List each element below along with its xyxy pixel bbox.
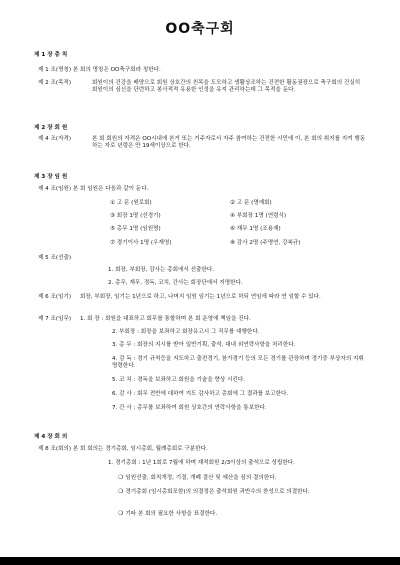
duty-item: 1. 회 장 : 회원을 대표하고 회무를 통할하며 본 회 운영에 책임을 진다. [80,316,251,322]
duty-item: 2. 부회장 : 회장을 보좌하고 회장유고시 그 직무를 대행한다. [112,329,260,335]
duty-item: 4. 감 독 : 경기 규칙등을 지도하고 출전경기, 참가경기 등의 모든 경기를 관장하며 경기중 부상자의 지휘 명령한다. [112,356,364,370]
officer-role: ① 고 문 (원로회) [110,200,152,206]
officer-role: ⑤ 총무 1명 (임원명) [110,226,161,232]
officer-role: ② 고 문 (명예회) [230,200,272,206]
duty-item: 7. 간 사 : 총무를 보좌하여 회원 상호간의 연락사항을 통보한다. [112,405,267,411]
article-8-item: 1. 경기총회 : 1년 1회로 7월에 하며 재적회원 2/3이상의 출석으로 성립한다. [108,460,295,466]
article-8: 제 8 조(회의) 본 회 회의는 경기총회, 임시총회, 월례총회로 구분한다. [38,446,208,452]
duty-item: 5. 코 치 : 경독을 보좌하고 회원을 기술을 향상 시킨다. [112,377,246,383]
duty-item: 6. 감 사 : 회무 전반에 대하여 지도 감사하고 총회에 그 결과를 보고한다. [112,391,289,397]
chapter-4-heading: 제 4 장 회 의 [34,434,68,440]
article-7-label: 제 7 조(임무) [38,316,72,322]
meeting-bullet: ❍ 임원선출, 회칙개정, 기결, 개폐 결산 및 예산을 심의 결의한다. [118,474,276,482]
officer-role: ④ 부회장 1명 (연령식) [230,213,287,219]
officer-role: ⑥ 재무 1명 (조용재) [230,226,281,232]
duty-item: 3. 총 무 : 회장의 지시를 받아 일반기획, 출석, 대내 외연락사항을 처리한다. [112,342,296,348]
article-5-item: 1. 회장, 부회장, 감사는 총회에서 선출한다. [108,267,215,273]
article-6-label: 제 6 조(임기) [38,294,72,300]
meeting-bullet: ❍ 기타 본 회의 필요한 사항을 표결한다. [118,510,217,518]
article-4-text: 본 회 회원의 자격은 OO시내에 본거 또는 거주자로서 자주 참여하는 건전한 시민에 이, 본 회의 취지를 지켜 행동하는 자로 년령은 만 19세이상으로 한다. [92,136,366,150]
article-5-item: 2. 총무, 재무, 경독, 코치, 간사는 회장단에서 지명한다. [108,280,243,286]
bottom-bar [0,557,400,565]
article-6-text: 회장, 부회장, 임기는 1년으로 하고, 나머지 임원 임기는 1년으로 하되 연임에 따라 연 임할 수 있다. [80,294,321,300]
meeting-bullet: ❍ 경기총회 (임시총회포함)의 의결정은 출석회원 과반수의 찬성으로 의결한다. [118,488,368,496]
article-5-label: 제 5 조(선출) [38,255,72,261]
chapter-2-heading: 제 2 장 회 원 [34,125,68,131]
article-2-text: 회원이의 건강을 배양으로 회원 상호간의 친목을 도모하고 생활상조하는 건전한 활동권장으로 축구회의 건실히 회원이의 심신을 단련하고 봉사적적 유용한 인정을 유지 관리하는데 그 목적을 둔다. [92,80,361,94]
article-1: 제 1 조(명칭) 본 회의 명칭은 OO축구회라 칭한다. [38,67,161,73]
chapter-1-heading: 제 1 장 총 칙 [34,52,68,58]
officer-role: ⑦ 경기이사 1명 (우재영) [110,240,172,246]
article-4-label: 제 4 조(자격) [38,136,72,142]
article-4-officers: 제 4 조(임원) 본 회 임원은 다음과 같이 둔다. [38,186,149,192]
chapter-3-heading: 제 3 장 임 원 [34,174,68,180]
document-title: OO축구회 [165,21,235,37]
article-2-label: 제 2 조(목적) [38,80,72,86]
officer-role: ⑧ 감사 2명 (주명연, 강복규) [230,240,301,246]
officer-role: ③ 회장 1명 (선경기) [110,213,161,219]
